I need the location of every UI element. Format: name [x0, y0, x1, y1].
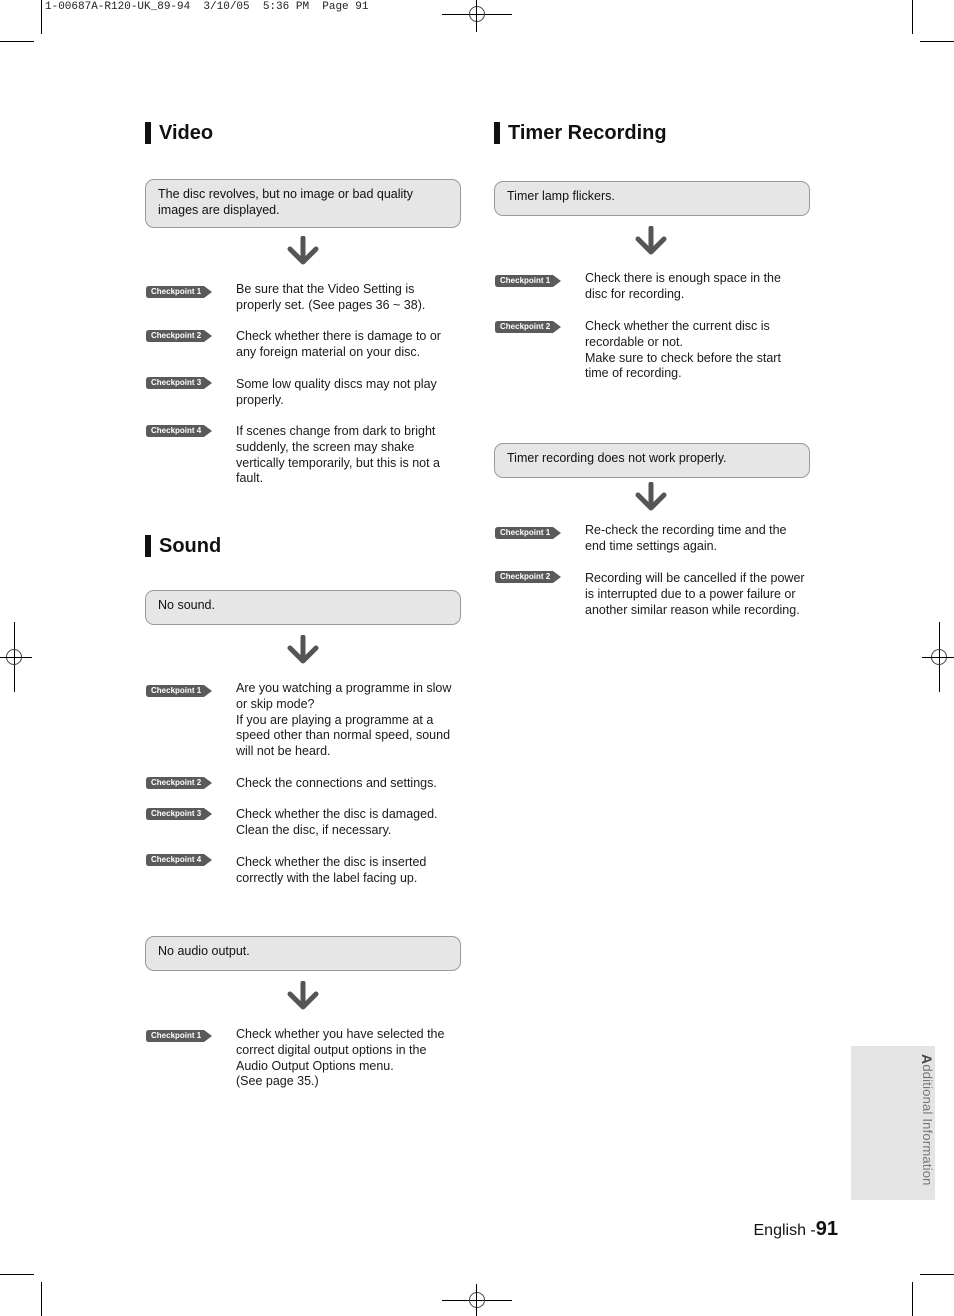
checkpoint-text: Check whether the disc is inserted correctly with the label facing up.: [236, 855, 427, 885]
page-number-value: 91: [815, 1218, 838, 1240]
checkpoint-text: Check the connections and settings.: [236, 776, 437, 790]
checkpoint-badge: Checkpoint 4: [146, 425, 212, 437]
checkpoint-badge: Checkpoint 4: [146, 854, 212, 866]
registration-line: [922, 657, 954, 658]
checkpoint-badge: Checkpoint 3: [146, 808, 212, 820]
sound-title-text: Sound: [159, 535, 222, 557]
page-language: English -: [753, 1222, 816, 1239]
crop-mark: [912, 0, 913, 34]
checkpoint-badge: Checkpoint 1: [146, 1030, 212, 1042]
down-arrow-icon: [286, 981, 320, 1011]
checkpoint-text: Check whether the disc is damaged. Clean the disc, if necessary.: [236, 807, 438, 837]
checkpoint-text: Re-check the recording time and the end time settings again.: [585, 523, 787, 553]
title-bar: [494, 122, 500, 144]
timer-problem-box: Timer recording does not work properly.: [494, 443, 810, 478]
checkpoint-text: If scenes change from dark to bright suddenly, the screen may shake vertically temporarily, but this is not a fault.: [236, 424, 441, 486]
checkpoint-badge: Checkpoint 2: [146, 330, 212, 342]
crop-mark: [0, 1274, 34, 1275]
page-number: [754, 1218, 839, 1241]
checkpoint-badge: Checkpoint 1: [495, 275, 561, 287]
crop-mark: [912, 1282, 913, 1316]
crop-mark: [920, 1274, 954, 1275]
checkpoint-badge: Checkpoint 2: [495, 571, 561, 583]
sound-problem-box: No audio output.: [145, 936, 461, 971]
down-arrow-icon: [286, 236, 320, 266]
side-tab-label: Additional Information: [919, 1054, 935, 1186]
registration-line: [476, 1284, 477, 1316]
timer-problem-box: Timer lamp flickers.: [494, 181, 810, 216]
checkpoint-text: Recording will be cancelled if the power is interrupted due to a power failure or another similar reason while recording.: [585, 571, 805, 617]
down-arrow-icon: [286, 635, 320, 665]
checkpoint-text: Check whether the current disc is recordable or not. Make sure to check before the start time of recording.: [585, 319, 781, 381]
checkpoint-text: Be sure that the Video Setting is properly set. (See pages 36 ~ 38).: [236, 282, 426, 312]
crop-mark: [920, 41, 954, 42]
sound-problem-box: No sound.: [145, 590, 461, 625]
registration-line: [476, 0, 477, 32]
title-bar: [145, 122, 151, 144]
crop-mark: [0, 41, 34, 42]
side-tab-additional-information: [851, 1046, 935, 1200]
video-title-text: Video: [159, 122, 214, 144]
checkpoint-text: Are you watching a programme in slow or skip mode? If you are playing a programme at a speed other than normal speed, sound will not be heard.: [236, 681, 452, 759]
title-bar: [145, 535, 151, 557]
checkpoint-text: Check there is enough space in the disc for recording.: [585, 271, 781, 301]
checkpoint-text: Check whether you have selected the correct digital output options in the Audio Output Options menu. (See page 35.): [236, 1027, 445, 1089]
timer-title-text: Timer Recording: [508, 122, 667, 144]
checkpoint-text: Some low quality discs may not play properly.: [236, 377, 437, 407]
video-problem-box: The disc revolves, but no image or bad quality images are displayed.: [145, 179, 461, 228]
checkpoint-text: Check whether there is damage to or any foreign material on your disc.: [236, 329, 441, 359]
print-header: 1-00687A-R120-UK_89-94 3/10/05 5:36 PM Page 91: [45, 1, 369, 13]
crop-mark: [41, 1282, 42, 1316]
video-section-title: [145, 121, 213, 145]
timer-section-title: [494, 121, 667, 145]
checkpoint-badge: Checkpoint 1: [495, 527, 561, 539]
checkpoint-badge: Checkpoint 1: [146, 286, 212, 298]
checkpoint-badge: Checkpoint 1: [146, 685, 212, 697]
registration-mark-icon: [469, 6, 485, 22]
checkpoint-badge: Checkpoint 2: [146, 777, 212, 789]
down-arrow-icon: [634, 226, 668, 256]
registration-mark-icon: [469, 1292, 485, 1308]
crop-mark: [41, 0, 42, 34]
down-arrow-icon: [634, 482, 668, 512]
checkpoint-badge: Checkpoint 3: [146, 377, 212, 389]
registration-line: [0, 657, 32, 658]
sound-section-title: [145, 534, 221, 558]
checkpoint-badge: Checkpoint 2: [495, 321, 561, 333]
